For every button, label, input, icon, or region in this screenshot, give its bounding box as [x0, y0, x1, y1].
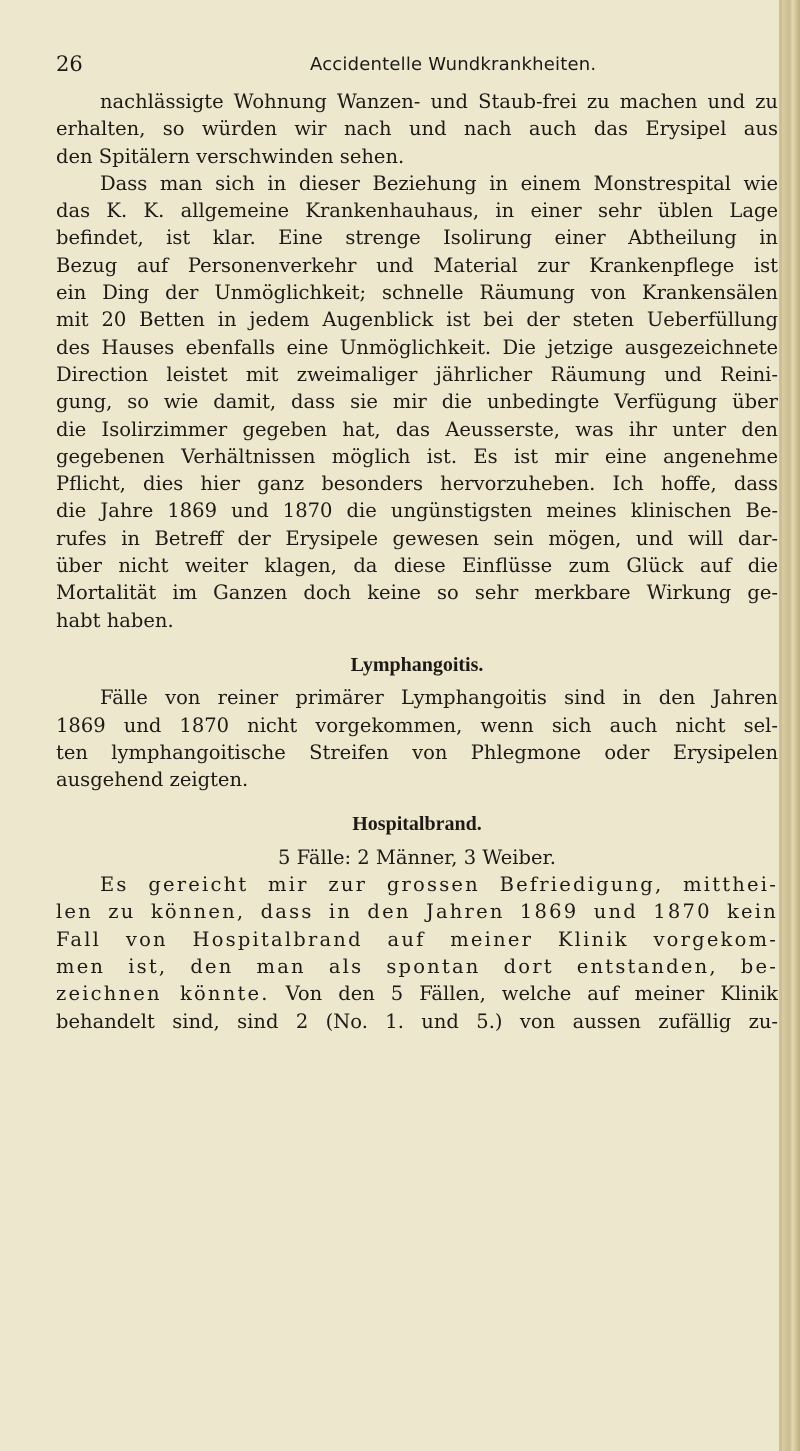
- text-line: die Isolirzimmer gegeben hat, das Aeusserste, was ihr unter den: [56, 417, 778, 441]
- text-line: Bezug auf Personenverkehr und Material zur Krankenpflege ist: [56, 253, 778, 277]
- text-line: erhalten, so würden wir nach und nach auch das Erysipel aus: [56, 117, 778, 141]
- text-line: gegebenen Verhältnissen möglich ist. Es ist mir eine angenehme: [56, 444, 778, 468]
- text-line: des Hauses ebenfalls eine Unmöglichkeit. Die jetzige ausgezeichnete: [56, 335, 778, 359]
- text-line: befindet, ist klar. Eine strenge Isolirung einer Abtheilung in: [56, 226, 778, 250]
- text-line: len zu können, dass in den Jahren 1869 und 1870 kein: [56, 900, 778, 924]
- text-line: ausgehend zeigten.: [56, 768, 249, 792]
- text-span: Von den 5 Fällen, welche auf meiner Klinik: [285, 982, 778, 1006]
- case-summary: 5 Fälle: 2 Männer, 3 Weiber.: [278, 845, 556, 869]
- text-line: [56, 980, 778, 1007]
- running-title: Accidentelle Wundkrankheiten.: [310, 54, 597, 75]
- text-line: habt haben.: [56, 608, 174, 632]
- text-line: die Jahre 1869 und 1870 die ungünstigsten meines klinischen Be-: [56, 499, 778, 523]
- section-heading-lymphangoitis: Lymphangoitis.: [350, 653, 484, 676]
- text-line: ten lymphangoitische Streifen von Phlegmone oder Erysipelen: [56, 740, 778, 764]
- page-header: [56, 52, 776, 82]
- text-line: den Spitälern verschwinden sehen.: [56, 144, 405, 168]
- text-line: nachlässigte Wohnung Wanzen- und Staub-frei zu machen und zu: [100, 90, 778, 113]
- page-body: [56, 88, 778, 1035]
- text-line: Mortalität im Ganzen doch keine so sehr merkbare Wirkung ge-: [56, 581, 778, 605]
- text-line: men ist, den man als spontan dort entstanden, be-: [56, 954, 778, 978]
- paragraph-lymphangoitis: [56, 684, 778, 793]
- text-line: das K. K. allgemeine Krankenhauhaus, in einer sehr üblen Lage: [56, 199, 778, 223]
- section-heading-hospitalbrand: Hospitalbrand.: [352, 813, 482, 836]
- text-line: behandelt sind, sind 2 (No. 1. und 5.) von aussen zufällig zu-: [56, 1009, 778, 1033]
- page-number: 26: [56, 52, 83, 76]
- text-line: Direction leistet mit zweimaliger jährlicher Räumung und Reini-: [56, 362, 778, 386]
- text-line: ein Ding der Unmöglichkeit; schnelle Räumung von Krankensälen: [56, 281, 778, 305]
- paragraph-hospitalbrand: [56, 871, 778, 1035]
- text-line: über nicht weiter klagen, da diese Einflüsse zum Glück auf die: [56, 554, 778, 578]
- paragraph-2: [56, 170, 778, 634]
- text-span-spaced: zeichnen könnte.: [56, 982, 270, 1006]
- paragraph-1: [56, 88, 778, 170]
- text-line: rufes in Betreff der Erysipele gewesen sein mögen, und will dar-: [56, 526, 778, 550]
- text-line: Dass man sich in dieser Beziehung in einem Monstrespital wie: [100, 171, 778, 195]
- text-line: Pflicht, dies hier ganz besonders hervorzuheben. Ich hoffe, dass: [56, 472, 778, 496]
- text-line: Es gereicht mir zur grossen Befriedigung, mitthei-: [100, 873, 778, 897]
- text-line: Fälle von reiner primärer Lymphangoitis sind in den Jahren: [100, 686, 778, 710]
- text-line: mit 20 Betten in jedem Augenblick ist bei der steten Ueberfüllung: [56, 308, 778, 332]
- book-page-edge: [782, 0, 800, 1451]
- text-line: Fall von Hospitalbrand auf meiner Klinik vorgekom-: [56, 927, 778, 951]
- text-line: 1869 und 1870 nicht vorgekommen, wenn sich auch nicht sel-: [56, 713, 778, 737]
- text-line: gung, so wie damit, dass sie mir die unbedingte Verfügung über: [56, 390, 778, 414]
